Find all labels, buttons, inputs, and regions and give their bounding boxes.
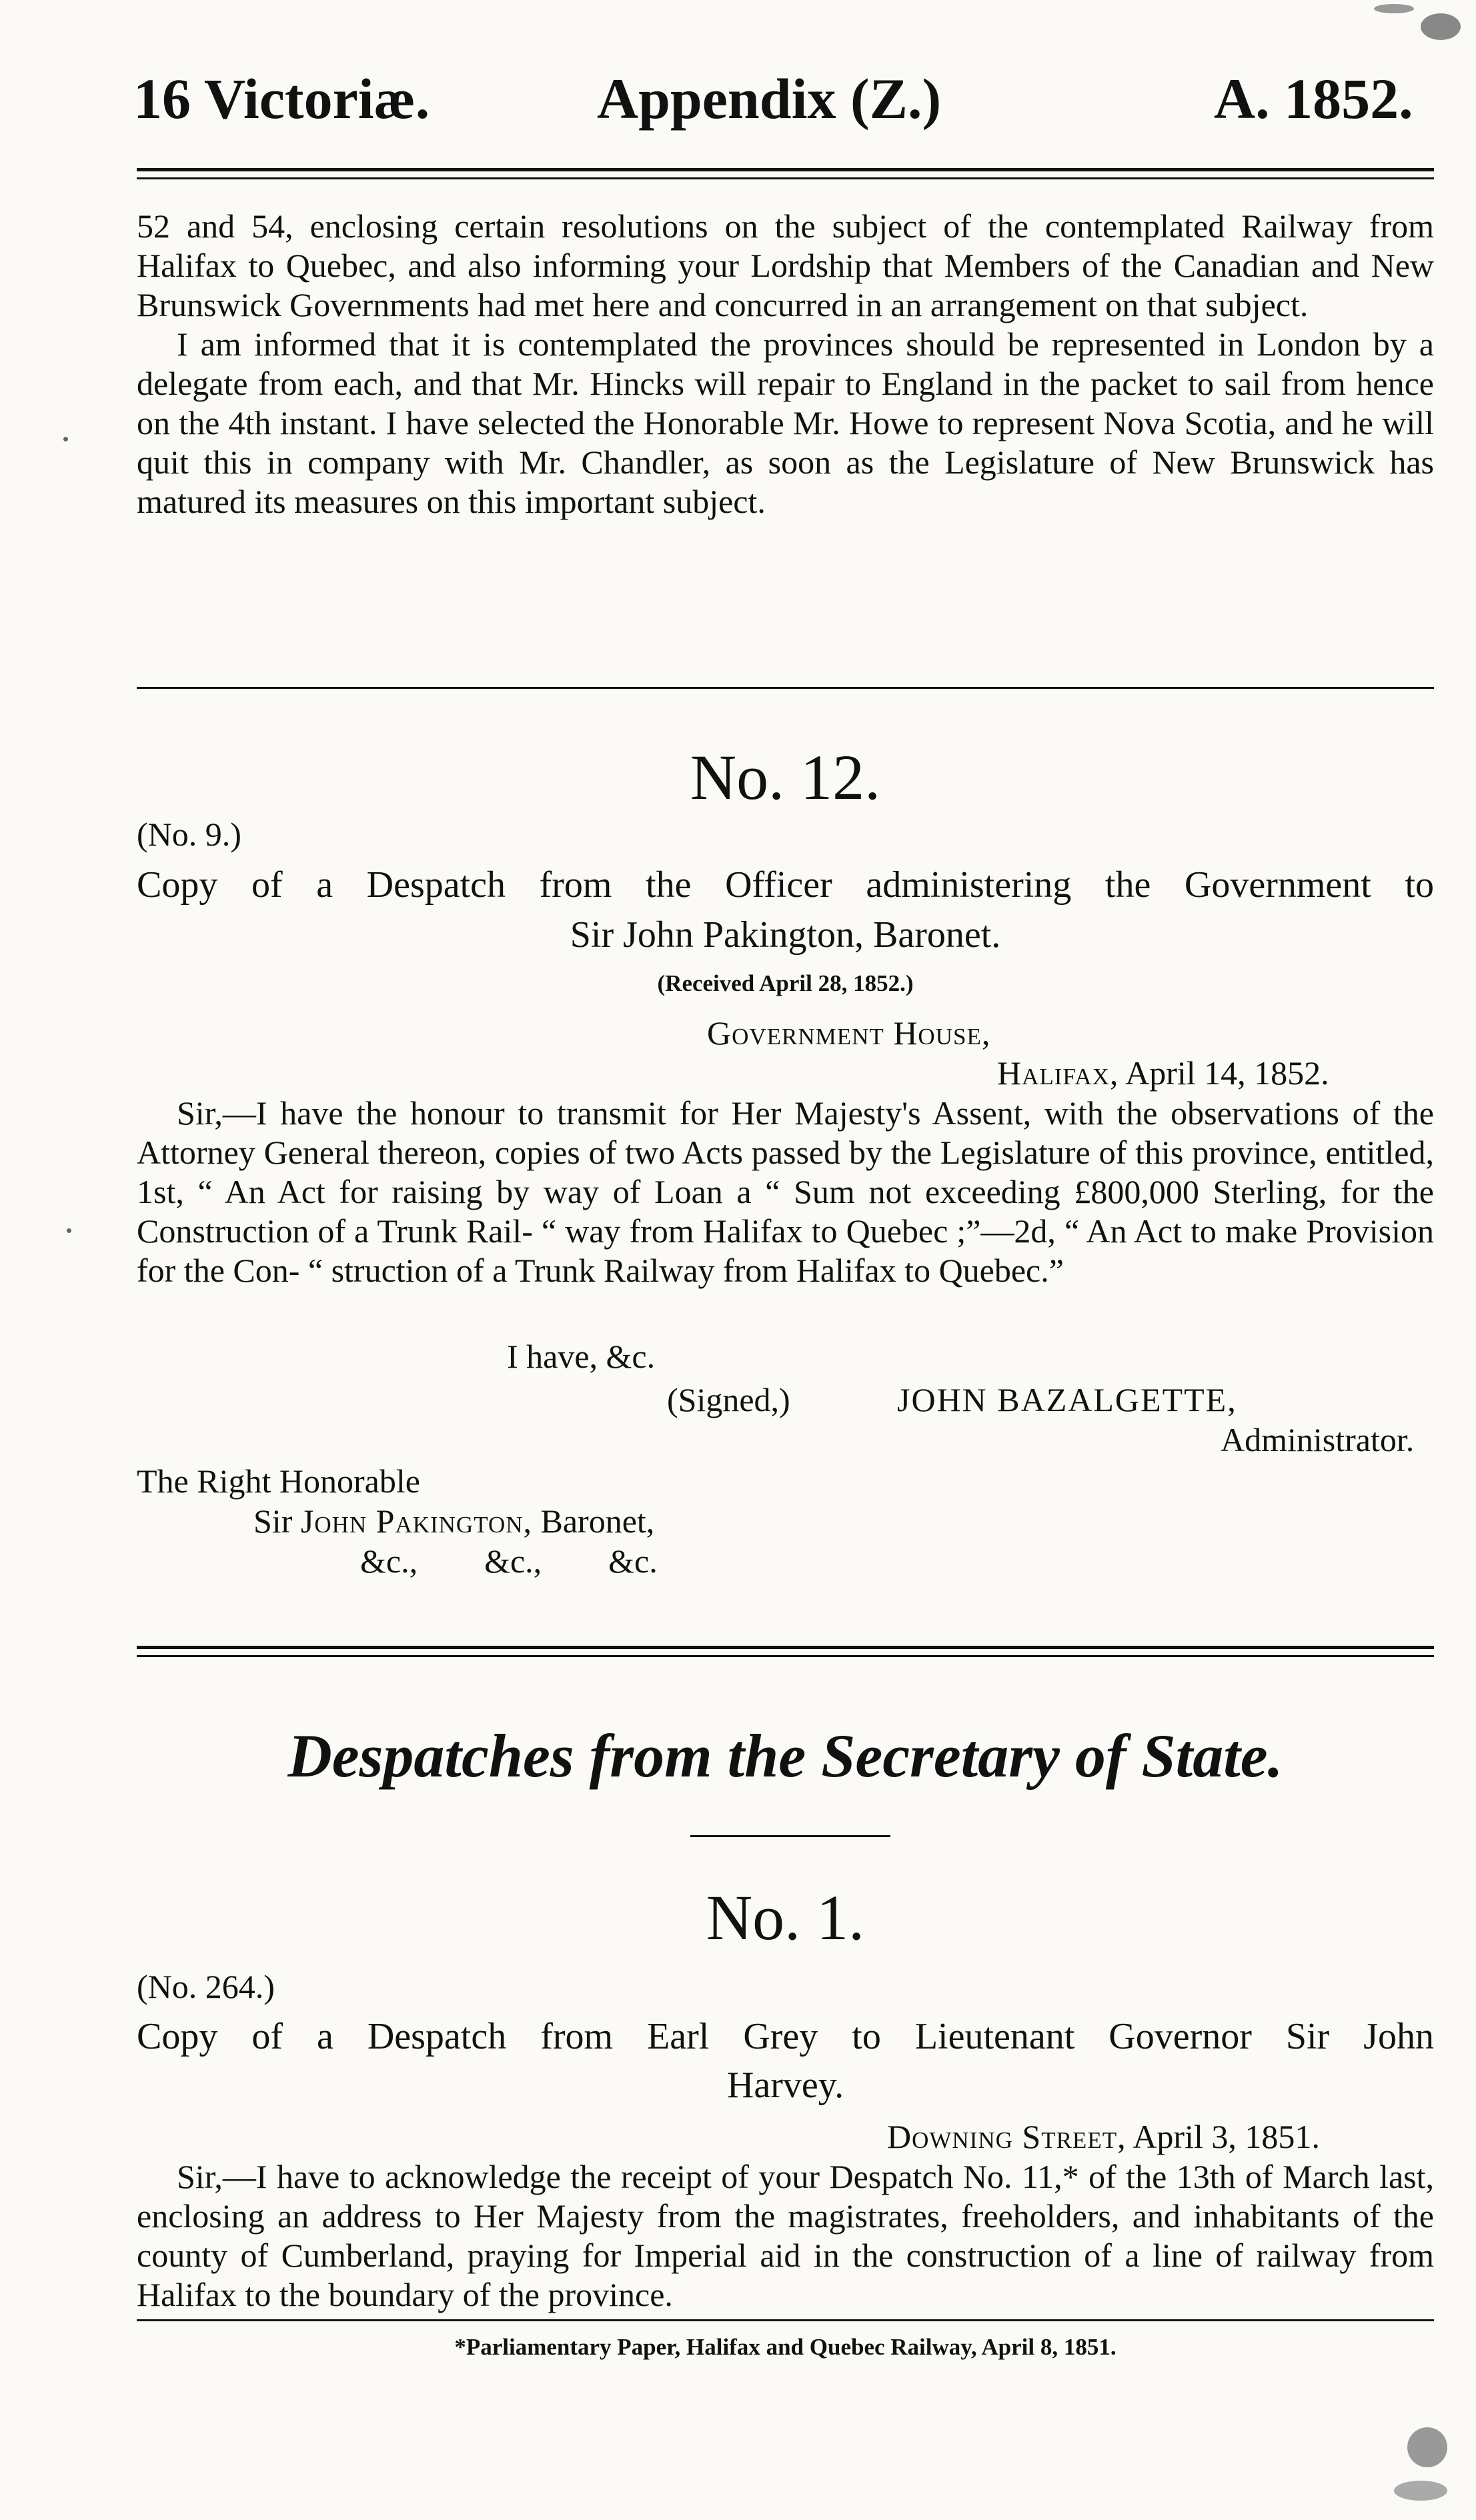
secretary-body-text: Sir,—I have to acknowledge the receipt of your Despatch No. 11,* of the 13th of March last, enclosing an address to Her Majesty from the magistrates, freeholders, and inhabitants of the county of Cumberland, praying for Imperial aid in the construction of a line of railway from Halifax to the boundary of the province. <box>137 2158 1434 2313</box>
scan-noise <box>1374 4 1414 13</box>
no12-title-line2: Sir John Pakington, Baronet. <box>570 914 1001 956</box>
no12-heading: No. 12. <box>690 742 881 813</box>
no12-reference: (No. 9.) <box>137 816 241 853</box>
no12-place-date <box>997 1054 1329 1092</box>
header-year: A. 1852. <box>1214 67 1413 131</box>
header-rule-bottom <box>137 177 1434 179</box>
no12-received-date: (Received April 28, 1852.) <box>657 970 914 996</box>
secretary-title-line2: Harvey. <box>726 2065 844 2106</box>
no12-addressee-line1: The Right Honorable <box>137 1462 420 1500</box>
no12-title-line1: Copy of a Despatch from the Officer administering the Government to <box>137 864 1434 906</box>
addressee-name: John Pakington, <box>300 1502 533 1540</box>
no12-date: April 14, 1852. <box>1125 1054 1329 1092</box>
section-rule <box>137 687 1434 689</box>
secretary-footnote: *Parliamentary Paper, Halifax and Quebec Railway, April 8, 1851. <box>454 2334 1117 2360</box>
no12-addressee-line2 <box>253 1502 654 1540</box>
no12-city: Halifax, <box>997 1054 1119 1092</box>
secretary-reference: (No. 264.) <box>137 1968 275 2005</box>
continued-letter <box>137 207 1434 521</box>
secretary-place-date <box>887 2117 1320 2156</box>
addressee-prefix: Sir <box>253 1502 293 1540</box>
no12-signed: (Signed,) <box>667 1381 790 1418</box>
continued-paragraph-2: I am informed that it is contemplated the provinces should be represented in London by a delegate from each, and that Mr. Hincks will repair to England in the packet to sail from hence on the 4th instant. I have selected the Honorable Mr. Howe to represent Nova Scotia, and he will quit this in company with Mr. Chandler, as soon as the Legislature of New Brunswick has matured its measures on this important subject. <box>137 325 1434 520</box>
scan-noise <box>67 1228 71 1233</box>
scan-noise <box>63 437 68 441</box>
secretary-date: April 3, 1851. <box>1133 2118 1320 2155</box>
scan-noise <box>1421 13 1461 40</box>
scan-noise <box>1394 2481 1447 2501</box>
addressee-rank: Baronet, <box>540 1502 655 1540</box>
scan-noise <box>1407 2427 1447 2467</box>
continued-paragraph-1: 52 and 54, enclosing certain resolutions on the subject of the contemplated Railway from Halifax to Quebec, and also informing your Lordship that Members of the Canadian and New Brunswick Governments had met here and concurred in an arrangement on that subject. <box>137 207 1434 323</box>
header-session: 16 Victoriæ. <box>133 67 430 131</box>
secretary-street: Downing Street, <box>887 2118 1127 2155</box>
no12-place: Government House, <box>707 1014 991 1052</box>
secretary-title-line1: Copy of a Despatch from Earl Grey to Lieutenant Governor Sir John <box>137 2016 1434 2057</box>
no12-addressee-line3: &c., &c., &c. <box>360 1542 658 1580</box>
major-rule-bottom <box>137 1655 1434 1657</box>
no12-signer: JOHN BAZALGETTE, <box>897 1381 1237 1418</box>
header-rule-top <box>137 168 1434 171</box>
secretary-section-title: Despatches from the Secretary of State. <box>287 1722 1283 1790</box>
no12-body <box>137 1094 1434 1290</box>
no12-signer-title: Administrator. <box>1221 1421 1415 1458</box>
short-rule <box>690 1835 890 1837</box>
no12-closing: I have, &c. <box>507 1338 656 1375</box>
secretary-no1-heading: No. 1. <box>706 1882 865 1953</box>
secretary-body <box>137 2157 1434 2315</box>
footnote-rule <box>137 2319 1434 2321</box>
major-rule-top <box>137 1646 1434 1649</box>
header-appendix: Appendix (Z.) <box>597 67 942 131</box>
no12-body-text: Sir,—I have the honour to transmit for Her Majesty's Assent, with the observations of the Attorney General thereon, copies of two Acts passed by the Legislature of this province, entitled, 1st, “ An Act for raising by way of Loan a “ Sum not exceeding £800,000 Sterling, for the Construction of a Trunk Rail- “ way from Halifax to Quebec ;”—2d, “ An Act to make Provision for the Con- “ struction of a Trunk Railway from Halifax to Quebec.” <box>137 1094 1434 1289</box>
